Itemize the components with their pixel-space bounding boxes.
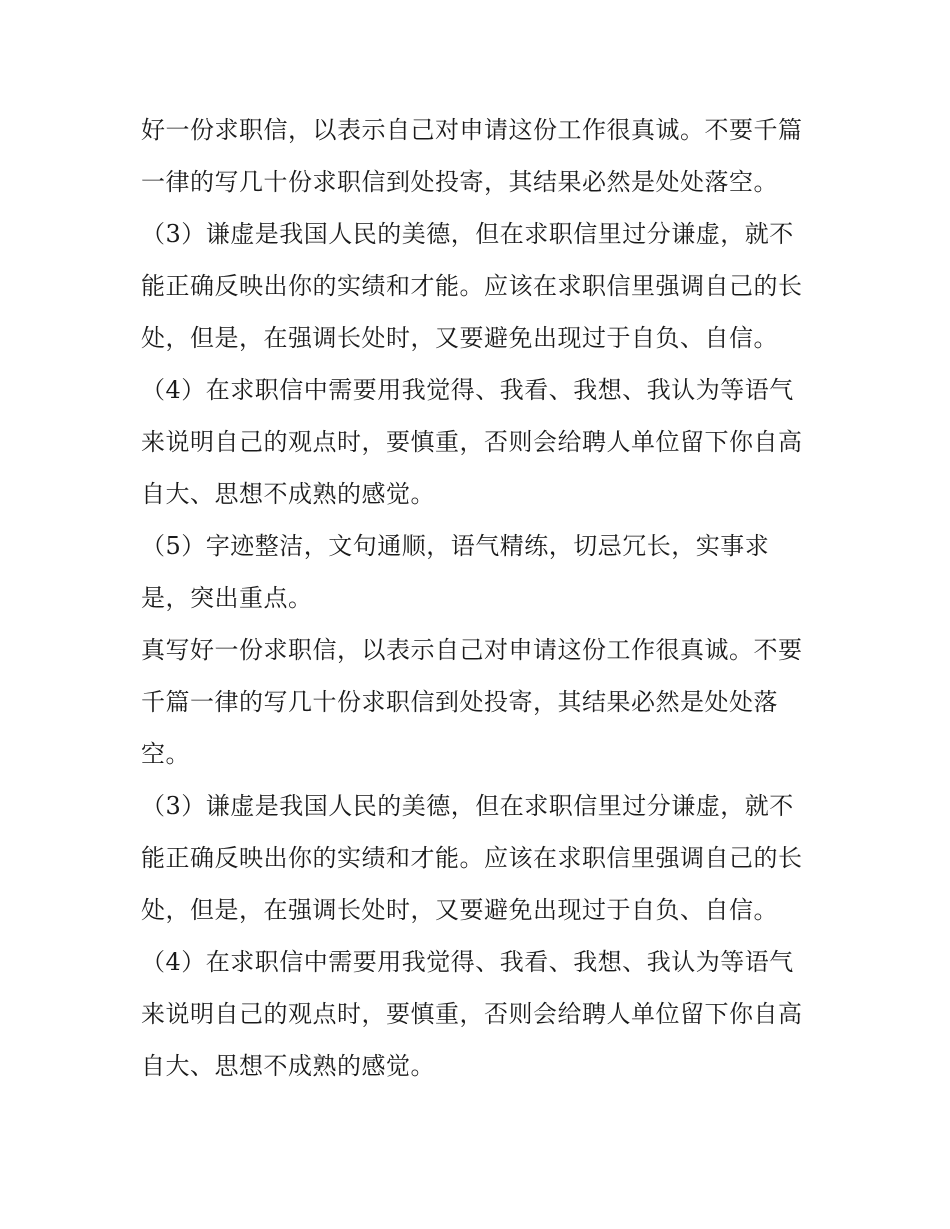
- text-line: （5）字迹整洁，文句通顺，语气精练，切忌冗长，实事求: [141, 532, 770, 560]
- text-line: （3）谦虚是我国人民的美德，但在求职信里过分谦虚，就不: [141, 220, 794, 248]
- text-line: 是，突出重点。: [141, 584, 313, 612]
- text-line: 能正确反映出你的实绩和才能。应该在求职信里强调自己的长: [141, 844, 803, 872]
- text-line: 处，但是，在强调长处时，又要避免出现过于自负、自信。: [141, 324, 778, 352]
- body-text: [141, 104, 821, 1092]
- text-line: 空。: [141, 740, 190, 768]
- text-line: 来说明自己的观点时，要慎重，否则会给聘人单位留下你自高: [141, 428, 803, 456]
- text-line: 自大、思想不成熟的感觉。: [141, 1052, 435, 1080]
- text-line: 好一份求职信，以表示自己对申请这份工作很真诚。不要千篇: [141, 116, 803, 144]
- text-line: （3）谦虚是我国人民的美德，但在求职信里过分谦虚，就不: [141, 792, 794, 820]
- text-line: 能正确反映出你的实绩和才能。应该在求职信里强调自己的长: [141, 272, 803, 300]
- text-line: （4）在求职信中需要用我觉得、我看、我想、我认为等语气: [141, 376, 794, 404]
- text-line: 真写好一份求职信，以表示自己对申请这份工作很真诚。不要: [141, 636, 803, 664]
- text-line: 处，但是，在强调长处时，又要避免出现过于自负、自信。: [141, 896, 778, 924]
- text-line: 千篇一律的写几十份求职信到处投寄，其结果必然是处处落: [141, 688, 778, 716]
- text-line: 来说明自己的观点时，要慎重，否则会给聘人单位留下你自高: [141, 1000, 803, 1028]
- text-line: 一律的写几十份求职信到处投寄，其结果必然是处处落空。: [141, 168, 778, 196]
- text-line: （4）在求职信中需要用我觉得、我看、我想、我认为等语气: [141, 948, 794, 976]
- text-line: 自大、思想不成熟的感觉。: [141, 480, 435, 508]
